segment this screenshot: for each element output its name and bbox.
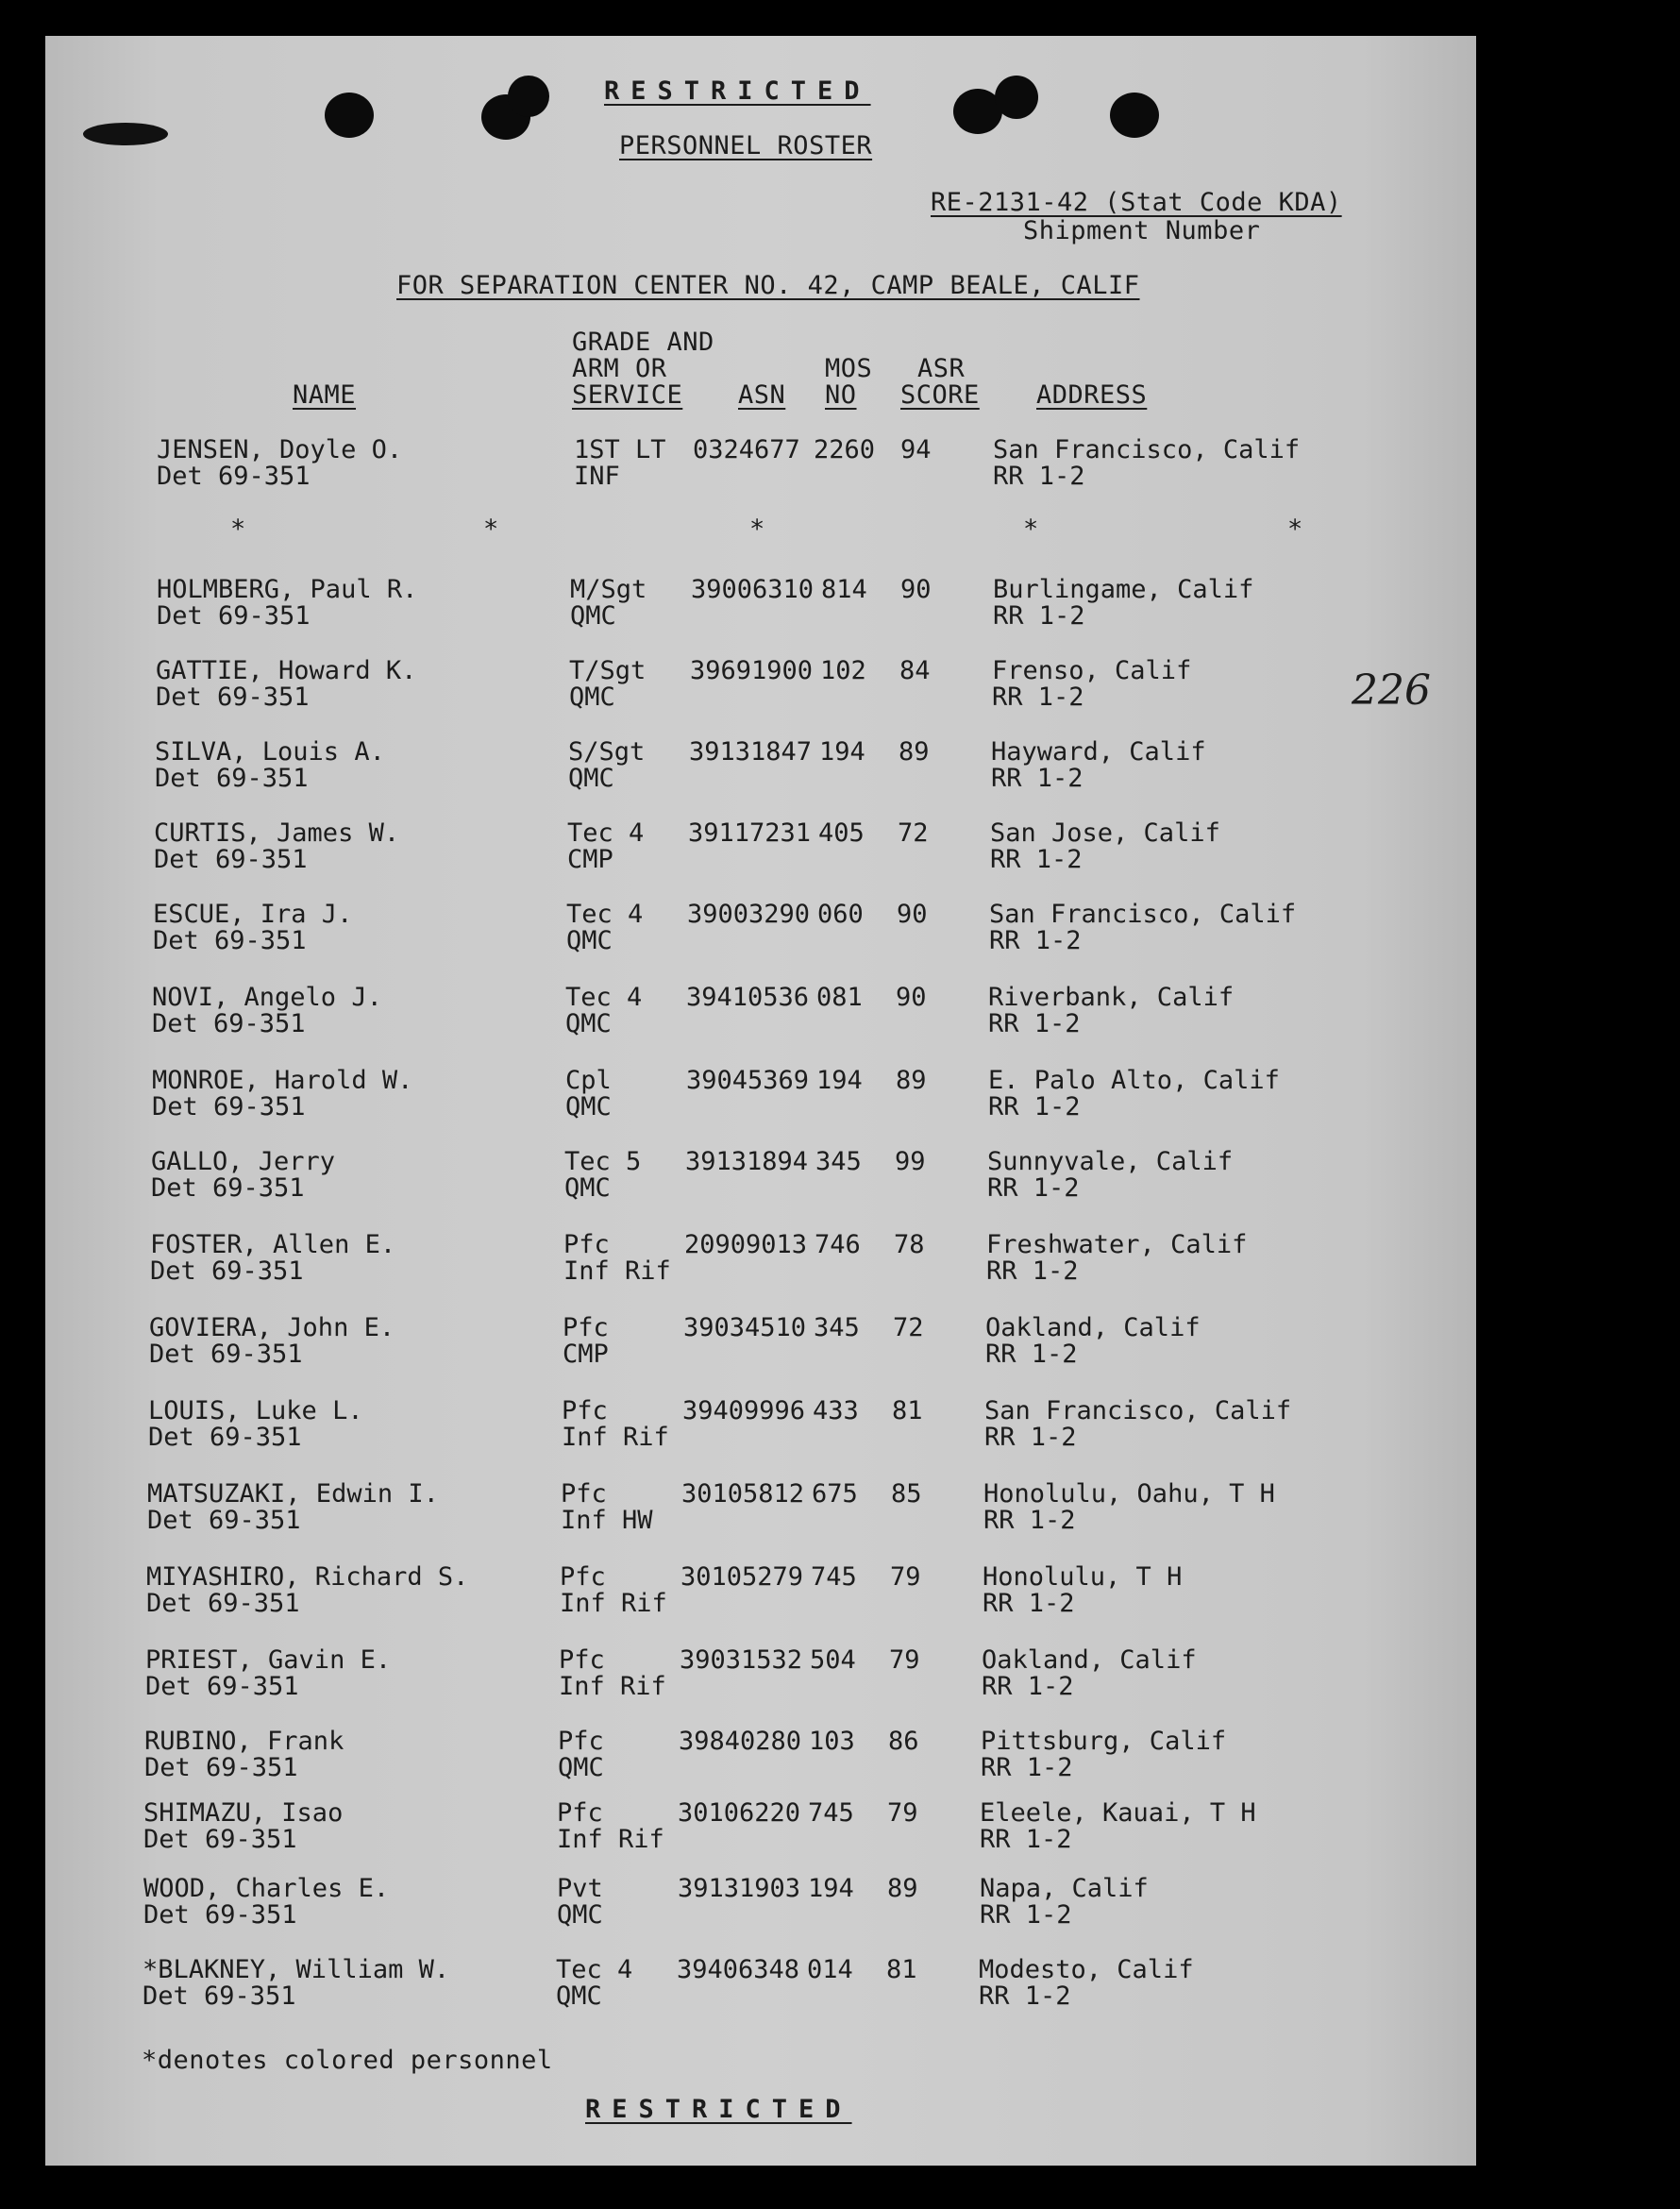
person-route: RR 1-2: [982, 1672, 1074, 1701]
personnel-row: [45, 984, 1476, 1044]
officer-route: RR 1-2: [993, 462, 1085, 491]
person-asr: 72: [898, 818, 929, 848]
person-route: RR 1-2: [988, 1092, 1081, 1121]
col-asr-1: ASR: [917, 354, 966, 383]
person-mos: 194: [819, 737, 865, 767]
person-mos: 194: [816, 1066, 863, 1095]
person-asn: 30105812: [681, 1479, 805, 1509]
punch-hole: [508, 76, 549, 117]
person-route: RR 1-2: [986, 1256, 1079, 1286]
roster-page: [45, 36, 1476, 2166]
person-service: QMC: [568, 764, 614, 793]
person-unit: Det 69-351: [145, 1672, 299, 1701]
person-asr: 89: [887, 1874, 918, 1903]
personnel-row: [45, 657, 1476, 717]
person-mos: 103: [809, 1727, 855, 1756]
separator-star: *: [483, 514, 499, 544]
person-city: Honolulu, T H: [983, 1562, 1183, 1592]
person-grade: Pvt: [557, 1874, 603, 1903]
person-name: HOLMBERG, Paul R.: [157, 575, 418, 604]
person-route: RR 1-2: [989, 926, 1082, 955]
person-grade: Tec 4: [556, 1955, 633, 1984]
punch-hole: [325, 93, 374, 138]
personnel-row: [45, 1875, 1476, 1935]
person-unit: Det 69-351: [150, 1256, 304, 1286]
person-service: QMC: [565, 1009, 612, 1038]
person-name: ESCUE, Ira J.: [153, 900, 353, 929]
person-mos: 345: [814, 1313, 860, 1342]
person-unit: Det 69-351: [152, 1092, 306, 1121]
person-grade: Tec 4: [567, 818, 645, 848]
personnel-row: [45, 1563, 1476, 1624]
personnel-row: [45, 1646, 1476, 1707]
person-city: San Jose, Calif: [990, 818, 1220, 848]
person-grade: Tec 5: [564, 1147, 642, 1176]
person-city: Modesto, Calif: [979, 1955, 1194, 1984]
personnel-row: [45, 1067, 1476, 1127]
person-service: Inf HW: [561, 1506, 653, 1535]
person-name: SHIMAZU, Isao: [143, 1798, 344, 1828]
personnel-row: [45, 1480, 1476, 1541]
person-asr: 89: [896, 1066, 927, 1095]
person-unit: Det 69-351: [157, 601, 311, 631]
person-grade: Cpl: [565, 1066, 612, 1095]
person-city: San Francisco, Calif: [984, 1396, 1292, 1425]
person-name: GATTIE, Howard K.: [156, 656, 417, 685]
personnel-row: [45, 1397, 1476, 1458]
shipment-code: RE-2131-42 (Stat Code KDA): [931, 188, 1342, 217]
person-mos: 194: [808, 1874, 854, 1903]
person-service: Inf Rif: [559, 1672, 666, 1701]
person-asn: 20909013: [684, 1230, 808, 1259]
person-asn: 39006310: [691, 575, 815, 604]
person-city: Napa, Calif: [980, 1874, 1149, 1903]
person-grade: Pfc: [560, 1562, 606, 1592]
person-city: Oakland, Calif: [985, 1313, 1201, 1342]
col-mos-1: MOS: [825, 354, 873, 383]
person-asn: 39131903: [678, 1874, 801, 1903]
person-unit: Det 69-351: [153, 926, 307, 955]
person-unit: Det 69-351: [151, 1173, 305, 1203]
separator-star: *: [1287, 514, 1303, 544]
col-grade-3: SERVICE: [572, 380, 683, 410]
col-asr-2: SCORE: [900, 380, 980, 410]
person-asn: 39131847: [689, 737, 813, 767]
col-grade-2: ARM OR: [572, 354, 667, 383]
person-mos: 675: [812, 1479, 858, 1509]
person-city: Honolulu, Oahu, T H: [983, 1479, 1275, 1509]
person-mos: 081: [816, 983, 863, 1012]
separator-star: *: [230, 514, 246, 544]
personnel-row: [45, 1728, 1476, 1788]
person-city: Riverbank, Calif: [988, 983, 1235, 1012]
punch-hole: [1110, 93, 1159, 138]
person-grade: S/Sgt: [568, 737, 646, 767]
person-name: SILVA, Louis A.: [155, 737, 385, 767]
person-route: RR 1-2: [980, 1900, 1072, 1930]
person-unit: Det 69-351: [148, 1423, 302, 1452]
person-route: RR 1-2: [983, 1589, 1075, 1618]
person-city: Freshwater, Calif: [986, 1230, 1248, 1259]
person-name: MONROE, Harold W.: [152, 1066, 413, 1095]
person-asr: 89: [899, 737, 930, 767]
person-city: Hayward, Calif: [991, 737, 1206, 767]
personnel-row: [45, 738, 1476, 799]
person-asr: 90: [896, 983, 927, 1012]
person-asn: 39410536: [686, 983, 810, 1012]
person-unit: Det 69-351: [144, 1753, 298, 1782]
person-unit: Det 69-351: [146, 1589, 300, 1618]
person-asn: 39034510: [683, 1313, 807, 1342]
person-unit: Det 69-351: [155, 764, 309, 793]
personnel-row: [45, 819, 1476, 880]
person-service: Inf Rif: [557, 1825, 664, 1854]
separator-star: *: [1023, 514, 1039, 544]
person-mos: 745: [811, 1562, 857, 1592]
person-name: FOSTER, Allen E.: [150, 1230, 396, 1259]
person-mos: 102: [820, 656, 866, 685]
person-mos: 060: [817, 900, 864, 929]
personnel-row: [45, 1148, 1476, 1208]
person-asr: 72: [893, 1313, 924, 1342]
punch-hole: [995, 76, 1038, 119]
officer-service: INF: [574, 462, 620, 491]
person-mos: 746: [815, 1230, 861, 1259]
person-name: GALLO, Jerry: [151, 1147, 336, 1176]
personnel-row: [45, 1231, 1476, 1291]
person-name: NOVI, Angelo J.: [152, 983, 382, 1012]
person-asr: 81: [886, 1955, 917, 1984]
person-city: Burlingame, Calif: [993, 575, 1254, 604]
officer-row: [45, 436, 1476, 497]
person-service: QMC: [564, 1173, 611, 1203]
person-unit: Det 69-351: [143, 1825, 297, 1854]
person-grade: Pfc: [562, 1396, 608, 1425]
destination-title: FOR SEPARATION CENTER NO. 42, CAMP BEALE, CALIF: [396, 271, 1140, 300]
person-name: CURTIS, James W.: [154, 818, 400, 848]
person-route: RR 1-2: [985, 1340, 1078, 1369]
person-asn: 39409996: [682, 1396, 806, 1425]
person-route: RR 1-2: [983, 1506, 1076, 1535]
personnel-row: [45, 576, 1476, 636]
col-address: ADDRESS: [1036, 380, 1148, 410]
person-route: RR 1-2: [991, 764, 1084, 793]
torn-edge-mark: [83, 123, 168, 145]
person-asr: 79: [890, 1562, 921, 1592]
shipment-label: Shipment Number: [1023, 216, 1261, 245]
person-unit: Det 69-351: [152, 1009, 306, 1038]
restricted-header: RESTRICTED: [604, 76, 871, 106]
person-asr: 85: [891, 1479, 922, 1509]
person-mos: 814: [821, 575, 867, 604]
person-city: Sunnyvale, Calif: [987, 1147, 1234, 1176]
person-grade: Pfc: [563, 1230, 610, 1259]
person-city: Frenso, Calif: [992, 656, 1192, 685]
person-asn: 39691900: [690, 656, 814, 685]
person-grade: M/Sgt: [570, 575, 647, 604]
person-name: PRIEST, Gavin E.: [145, 1645, 392, 1675]
col-mos-2: NO: [825, 380, 857, 410]
person-asr: 81: [892, 1396, 923, 1425]
page-number: 226: [1352, 666, 1431, 715]
person-asr: 90: [897, 900, 928, 929]
person-grade: Pfc: [561, 1479, 607, 1509]
person-asn: 30106220: [678, 1798, 801, 1828]
person-asn: 39840280: [679, 1727, 802, 1756]
person-route: RR 1-2: [993, 601, 1085, 631]
officer-asr: 94: [900, 435, 932, 464]
person-mos: 345: [815, 1147, 862, 1176]
officer-city: San Francisco, Calif: [993, 435, 1301, 464]
person-asr: 84: [899, 656, 931, 685]
person-grade: Tec 4: [566, 900, 644, 929]
restricted-footer: RESTRICTED: [585, 2095, 852, 2124]
person-asr: 78: [894, 1230, 925, 1259]
personnel-row: [45, 1314, 1476, 1374]
person-name: WOOD, Charles E.: [143, 1874, 390, 1903]
person-asn: 39045369: [686, 1066, 810, 1095]
person-name: RUBINO, Frank: [144, 1727, 344, 1756]
person-city: E. Palo Alto, Calif: [988, 1066, 1280, 1095]
person-unit: Det 69-351: [149, 1340, 303, 1369]
officer-asn: 0324677: [693, 435, 800, 464]
officer-mos: 2260: [814, 435, 876, 464]
person-service: QMC: [566, 926, 613, 955]
person-service: CMP: [563, 1340, 609, 1369]
person-unit: Det 69-351: [147, 1506, 301, 1535]
person-unit: Det 69-351: [143, 1981, 296, 2011]
person-city: Pittsburg, Calif: [981, 1727, 1227, 1756]
person-mos: 433: [813, 1396, 859, 1425]
person-route: RR 1-2: [988, 1009, 1081, 1038]
person-route: RR 1-2: [980, 1825, 1072, 1854]
person-route: RR 1-2: [987, 1173, 1080, 1203]
person-name: MIYASHIRO, Richard S.: [146, 1562, 469, 1592]
person-name: MATSUZAKI, Edwin I.: [147, 1479, 439, 1509]
person-grade: Pfc: [558, 1727, 604, 1756]
person-mos: 504: [810, 1645, 856, 1675]
col-asn: ASN: [738, 380, 786, 410]
officer-unit: Det 69-351: [157, 462, 311, 491]
person-route: RR 1-2: [990, 845, 1083, 874]
personnel-row: [45, 901, 1476, 961]
person-route: RR 1-2: [979, 1981, 1071, 2011]
officer-grade: 1ST LT: [574, 435, 666, 464]
person-asn: 30105279: [680, 1562, 804, 1592]
person-asr: 79: [889, 1645, 920, 1675]
person-mos: 014: [807, 1955, 853, 1984]
person-service: QMC: [569, 683, 615, 712]
person-route: RR 1-2: [984, 1423, 1077, 1452]
person-mos: 745: [808, 1798, 854, 1828]
separator-star: *: [749, 514, 765, 544]
person-unit: Det 69-351: [143, 1900, 297, 1930]
person-grade: Pfc: [563, 1313, 609, 1342]
person-grade: Tec 4: [565, 983, 643, 1012]
person-grade: T/Sgt: [569, 656, 647, 685]
person-grade: Pfc: [557, 1798, 603, 1828]
officer-name: JENSEN, Doyle O.: [157, 435, 403, 464]
person-asr: 99: [895, 1147, 926, 1176]
person-service: QMC: [557, 1900, 603, 1930]
person-service: QMC: [565, 1092, 612, 1121]
personnel-row: [45, 1799, 1476, 1860]
person-service: QMC: [558, 1753, 604, 1782]
person-service: Inf Rif: [563, 1256, 671, 1286]
person-asr: 90: [900, 575, 932, 604]
person-service: Inf Rif: [560, 1589, 667, 1618]
person-asn: 39131894: [685, 1147, 809, 1176]
person-name: GOVIERA, John E.: [149, 1313, 395, 1342]
person-route: RR 1-2: [981, 1753, 1073, 1782]
person-asn: 39406348: [677, 1955, 800, 1984]
roster-title: PERSONNEL ROSTER: [619, 131, 873, 160]
person-route: RR 1-2: [992, 683, 1084, 712]
person-asr: 86: [888, 1727, 919, 1756]
col-grade-1: GRADE AND: [572, 328, 714, 357]
person-asn: 39031532: [680, 1645, 803, 1675]
footnote: *denotes colored personnel: [142, 2046, 553, 2075]
person-name: LOUIS, Luke L.: [148, 1396, 363, 1425]
person-grade: Pfc: [559, 1645, 605, 1675]
person-city: San Francisco, Calif: [989, 900, 1297, 929]
person-asn: 39003290: [687, 900, 811, 929]
person-name: *BLAKNEY, William W.: [143, 1955, 450, 1984]
person-service: CMP: [567, 845, 613, 874]
person-city: Eleele, Kauai, T H: [980, 1798, 1256, 1828]
col-name: NAME: [293, 380, 357, 410]
person-asn: 39117231: [688, 818, 812, 848]
person-asr: 79: [887, 1798, 918, 1828]
personnel-row: [45, 1956, 1476, 2016]
person-unit: Det 69-351: [156, 683, 310, 712]
person-service: QMC: [570, 601, 616, 631]
person-service: QMC: [556, 1981, 602, 2011]
person-city: Oakland, Calif: [982, 1645, 1197, 1675]
person-mos: 405: [818, 818, 865, 848]
person-unit: Det 69-351: [154, 845, 308, 874]
person-service: Inf Rif: [562, 1423, 669, 1452]
